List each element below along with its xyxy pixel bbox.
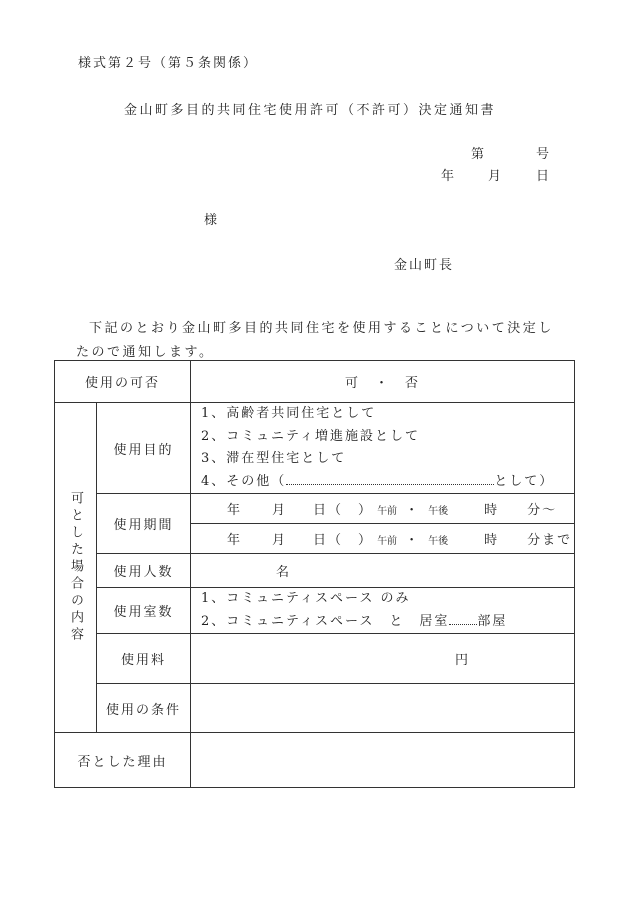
period-to-month: 月 [272,533,288,548]
people-unit: 名 [191,554,575,588]
rooms-count-blank[interactable] [449,612,477,625]
rooms-options [191,588,575,634]
approval-label: 使用の可否 [55,361,191,403]
purpose-option-2: 2、コミュニティ増進施設として [201,428,420,444]
period-from-minute: 分～ [527,503,558,518]
approval-value: 可 ・ 否 [191,361,575,403]
purpose-option-4-label: 4、その他（ [201,473,287,489]
people-label: 使用人数 [97,554,191,588]
people-row [55,554,575,588]
period-to [191,524,575,554]
rejection-reason-label: 否とした理由 [55,733,191,788]
document-number-suffix: 号 [536,147,552,162]
period-to-hour: 時 [484,533,500,548]
rejection-row [55,733,575,788]
date-day-label: 日 [536,169,552,184]
purpose-other-suffix: として） [494,473,555,489]
period-from-sep: ・ [405,503,421,518]
period-from-day: 日（ ） [313,503,374,518]
period-to-minute: 分まで [527,533,573,548]
date-year-label: 年 [441,169,457,184]
rooms-row [55,588,575,634]
purpose-row [55,403,575,494]
period-from-am: 午前 [377,506,398,517]
rooms-suffix: 部屋 [477,613,508,629]
period-to-year: 年 [227,533,243,548]
rooms-option-2-label: 2、コミュニティスペース と 居室 [201,613,450,629]
date-month-label: 月 [488,169,504,184]
period-from-row [55,494,575,524]
approved-group-cell [55,403,97,733]
rooms-option-1: 1、コミュニティスペース のみ [201,591,411,606]
decision-table [54,360,575,788]
period-to-day: 日（ ） [313,533,374,548]
period-to-sep: ・ [405,533,421,548]
rooms-option-2 [201,611,574,634]
period-from-month: 月 [272,503,288,518]
purpose-option-4 [201,471,574,494]
period-from [191,494,575,524]
period-to-am: 午前 [377,536,398,547]
conditions-row [55,684,575,733]
purpose-label: 使用目的 [97,403,191,494]
document-number-label: 第 [471,147,487,162]
period-from-pm: 午後 [428,506,449,517]
issuer-name: 金山町長 [394,258,455,273]
period-label: 使用期間 [97,494,191,554]
purpose-option-3: 3、滞在型住宅として [201,451,347,466]
conditions-label: 使用の条件 [97,684,191,733]
fee-unit: 円 [191,634,575,684]
period-to-pm: 午後 [428,536,449,547]
fee-row [55,634,575,684]
rooms-label: 使用室数 [97,588,191,634]
fee-label: 使用料 [97,634,191,684]
purpose-options [191,403,575,494]
period-from-hour: 時 [484,503,500,518]
conditions-value[interactable] [191,684,575,733]
body-text: 下記のとおり金山町多目的共同住宅を使用することについて決定したので通知します。 [76,321,554,360]
purpose-other-blank[interactable] [286,472,494,485]
approval-row [55,361,575,403]
form-number: 様式第２号（第５条関係） [78,56,259,71]
rejection-reason-value[interactable] [191,733,575,788]
document-title: 金山町多目的共同住宅使用許可（不許可）決定通知書 [124,103,497,118]
purpose-option-1: 1、高齢者共同住宅として [201,406,377,421]
recipient-honorific: 様 [204,213,220,228]
period-from-year: 年 [227,503,243,518]
approved-group-label: 可とした場合の内容 [68,491,83,644]
